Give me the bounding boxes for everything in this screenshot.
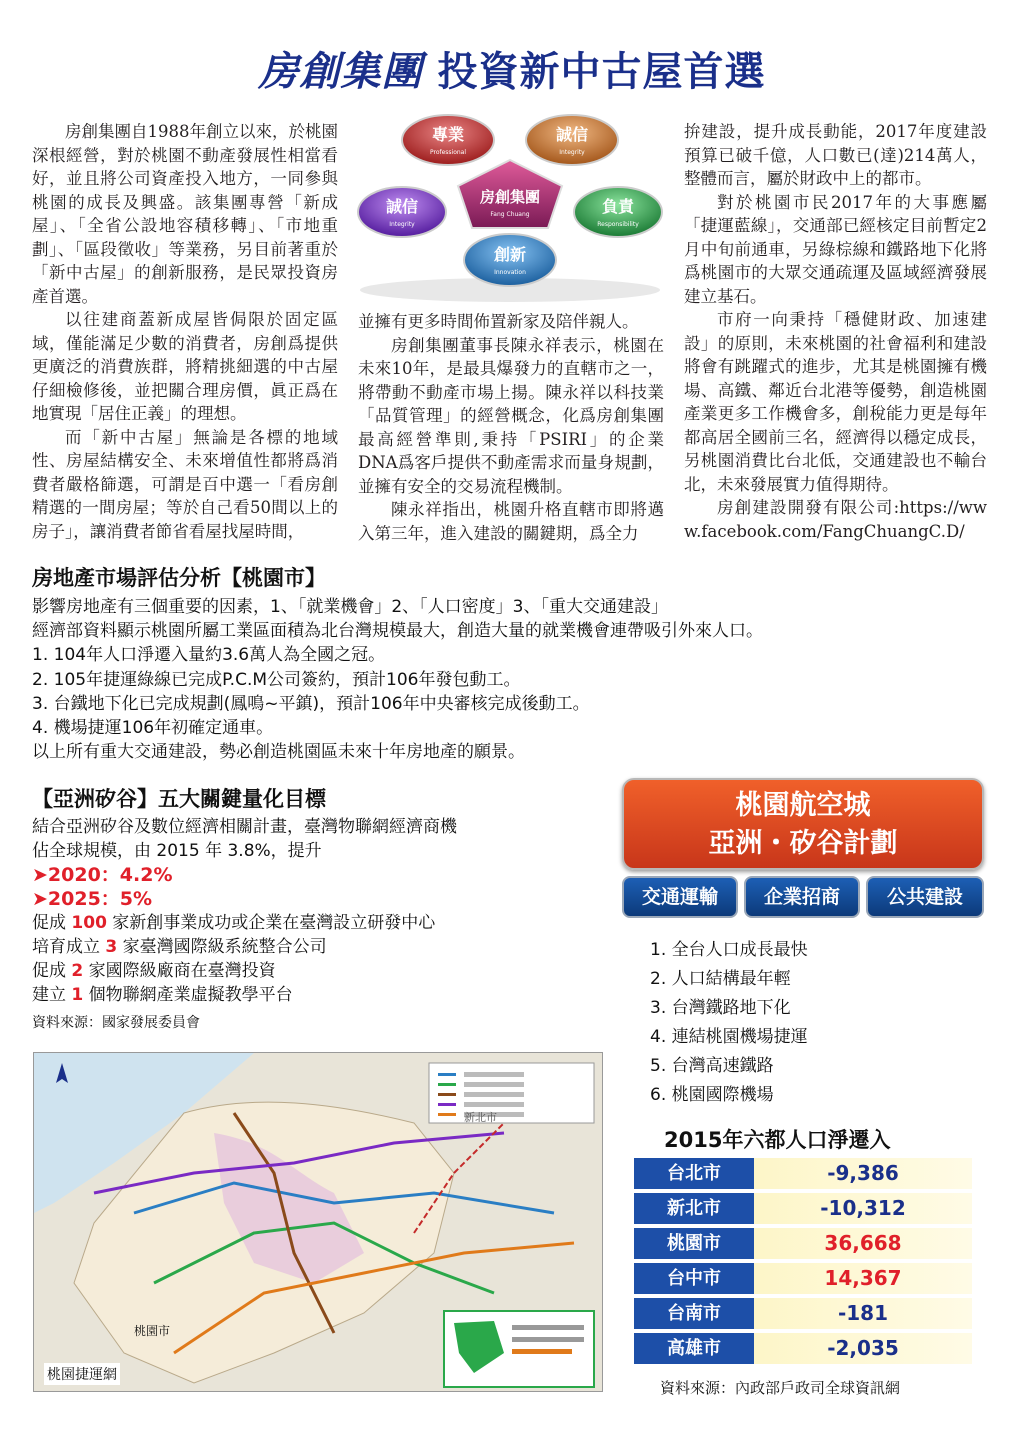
article-paragraph: 房創集團董事長陳永祥表示，桃園在未來10年，是最具爆發力的直轄市之一，將帶動不動產市場上揚。陳永祥以科技業「品質管理」的經營概念，化爲房創集團最高經營準則,秉持「PSIRI」的企業DNA爲客戶提供不動產需求而量身規劃，並擁有安全的交易流程機制。	[358, 335, 664, 496]
center-label: 房創集團	[479, 188, 541, 206]
article-paragraph: 而「新中古屋」無論是各標的地域性、房屋結構安全、未來增值性都將爲消費者嚴格篩選，可謂是百中選一「看房創精選的一間房屋；等於自己看50間以上的房子」，讓消費者節省看屋找屋時間，	[32, 427, 338, 541]
population-value: 36,668	[754, 1228, 972, 1259]
feature-item: 1. 全台人口成長最快	[650, 940, 808, 960]
goal-number: 3	[105, 937, 118, 957]
population-city: 桃園市	[634, 1228, 754, 1259]
population-source: 資料來源：內政部戶政司全球資訊網	[660, 1379, 901, 1397]
population-city: 高雄市	[634, 1333, 754, 1364]
target-2025: ➤2025：5%	[32, 888, 153, 910]
market-line: 4. 機場捷運106年初確定通車。	[32, 718, 274, 739]
node-label: 負責	[601, 197, 635, 216]
population-city: 台南市	[634, 1298, 754, 1329]
silicon-source: 資料來源：國家發展委員會	[32, 1015, 200, 1031]
article-paragraph: 對於桃園市民2017年的大事應屬「捷運藍線」，交通部已經核定目前暫定2月中旬前通車，另綠棕線和鐵路地下化將爲桃園市的大眾交通疏運及區域經濟發展建立基石。	[684, 192, 987, 306]
map-drawing	[34, 1053, 603, 1392]
population-value: -2,035	[754, 1333, 972, 1364]
pill-transport: 交通運輸	[622, 876, 738, 918]
population-row	[634, 1158, 972, 1189]
population-city: 新北市	[634, 1193, 754, 1224]
feature-item: 5. 台灣高速鐵路	[650, 1056, 774, 1076]
silicon-valley-section	[32, 783, 612, 1033]
node-integrity-left	[358, 187, 446, 237]
map-caption: 桃園捷運網	[44, 1363, 120, 1385]
market-line: 經濟部資料顯示桃園所屬工業區面積為北台灣規模最大，創造大量的就業機會連帶吸引外來人口。	[32, 621, 763, 642]
goal-number: 1	[71, 985, 84, 1005]
market-line: 1. 104年人口淨遷入量約3.6萬人為全國之冠。	[32, 645, 386, 666]
feature-item: 6. 桃園國際機場	[650, 1085, 774, 1105]
market-line: 影響房地產有三個重要的因素，1、「就業機會」2、「人口密度」3、「重大交通建設」	[32, 597, 668, 617]
article-column-2	[358, 310, 664, 545]
goal-line: 培育成立 3 家臺灣國際級系統整合公司	[32, 937, 327, 957]
values-diagram	[350, 110, 670, 305]
node-sublabel: Integrity	[559, 149, 585, 156]
page-title	[0, 40, 1024, 97]
population-city: 台中市	[634, 1263, 754, 1294]
population-row	[634, 1333, 972, 1364]
population-row	[634, 1228, 972, 1259]
title-brand: 房創集團	[258, 49, 423, 95]
feature-item: 4. 連結桃園機場捷運	[650, 1027, 808, 1047]
company-link-text: 房創建設開發有限公司:https://www.facebook.com/FangChuangC.D/	[684, 498, 987, 541]
population-row	[634, 1263, 972, 1294]
node-sublabel: Integrity	[389, 221, 415, 228]
article-paragraph: 拚建設，提升成長動能，2017年度建設預算已破千億，人口數已(達)214萬人，整體而言，屬於財政中上的都市。	[684, 122, 987, 188]
article-paragraph: 房創集團自1988年創立以來，於桃園深根經營，對於桃園不動產發展性相當看好，並且將公司資產投入地方，一同參與桃園的成長及興盛。該集團專營「新成屋」、「全省公設地容積移轉」、「市地重劃」、「區段徵收」等業務，另目前著重於「新中古屋」的創新服務，是民眾投資房產首選。	[32, 122, 338, 306]
center-sublabel: Fang Chuang	[490, 211, 530, 218]
center-pentagon	[458, 160, 562, 228]
goal-number: 2	[71, 961, 84, 981]
node-label: 創新	[493, 245, 527, 264]
market-line: 3. 台鐵地下化已完成規劃(鳳鳴~平鎮)，預計106年中央審核完成後動工。	[32, 693, 590, 714]
target-2020: ➤2020：4.2%	[32, 864, 173, 886]
pill-investment: 企業招商	[744, 876, 860, 918]
node-professional	[402, 115, 494, 165]
population-row	[634, 1298, 972, 1329]
population-value: 14,367	[754, 1263, 972, 1294]
population-value: -10,312	[754, 1193, 972, 1224]
population-title: 2015年六都人口淨遷入	[664, 1128, 891, 1152]
market-heading: 房地產市場評估分析【桃園市】	[32, 566, 326, 590]
goal-line: 建立 1 個物聯網產業虛擬教學平台	[32, 985, 293, 1005]
population-value: -181	[754, 1298, 972, 1329]
market-analysis-section	[32, 562, 992, 764]
article-paragraph: 以往建商蓋新成屋皆侷限於固定區域，僅能滿足少數的消費者，房創爲提供更廣泛的消費族群，將精挑細選的中古屋仔細檢修後，並把關合理房價，眞正爲在地實現「居住正義」的理想。	[32, 310, 338, 423]
banner-line-2: 亞洲・矽谷計劃	[708, 828, 898, 859]
map-region-label: 新北市	[464, 1111, 497, 1124]
feature-item: 2. 人口結構最年輕	[650, 969, 791, 989]
goal-number: 100	[71, 913, 107, 933]
node-innovation	[464, 234, 556, 286]
silicon-intro: 佔全球規模，由 2015 年 3.8%，提升	[32, 841, 322, 861]
population-value: -9,386	[754, 1158, 972, 1189]
silicon-intro: 結合亞洲矽谷及數位經濟相關計畫，臺灣物聯網經濟商機	[32, 817, 457, 837]
pill-public-works: 公共建設	[866, 876, 984, 918]
node-label: 專業	[431, 125, 465, 144]
population-row	[634, 1193, 972, 1224]
node-sublabel: Innovation	[494, 269, 526, 276]
market-line: 2. 105年捷運綠線已完成P.C.M公司簽約，預計106年發包動工。	[32, 669, 521, 690]
node-sublabel: Responsibility	[597, 221, 639, 228]
goal-line: 促成 100 家新創事業成功或企業在臺灣設立研發中心	[32, 913, 436, 933]
banner-line-1: 桃園航空城	[735, 790, 871, 821]
article-paragraph: 市府一向秉持「穩健財政、加速建設」的原則，未來桃園的社會福利和建設將會有跳躍式的進步，尤其是桃園擁有機場、高鐵、鄰近台北港等優勢，創造桃園產業更多工作機會多，創稅能力更是每年都高居全國前三名，經濟得以穩定成長，另桃園消費比台北低，交通建設也不輸台北，未來發展實力值得期待。	[684, 310, 987, 494]
article-column-1	[32, 120, 338, 543]
article-paragraph: 並擁有更多時間佈置新家及陪伴親人。	[358, 312, 639, 331]
title-headline: 投資新中古屋首選	[437, 49, 766, 95]
node-responsibility	[574, 187, 662, 237]
feature-item: 3. 台灣鐵路地下化	[650, 998, 791, 1018]
airport-city-banner	[622, 778, 984, 870]
silicon-heading: 【亞洲矽谷】五大關鍵量化目標	[32, 787, 326, 811]
map-city-label: 桃園市	[134, 1324, 171, 1338]
node-sublabel: Professional	[429, 149, 467, 156]
node-integrity-top	[526, 115, 618, 165]
article-column-3	[684, 120, 987, 543]
goal-line: 促成 2 家國際級廠商在臺灣投資	[32, 961, 276, 981]
metro-map	[33, 1052, 603, 1392]
article-paragraph: 陳永祥指出，桃園升格直轄市即將邁入第三年，進入建設的關鍵期，爲全力	[358, 500, 664, 543]
market-line: 以上所有重大交通建設，勢必創造桃園區未來十年房地產的願景。	[32, 742, 525, 763]
feature-list	[650, 936, 808, 1110]
node-label: 誠信	[385, 197, 419, 216]
population-city: 台北市	[634, 1158, 754, 1189]
node-label: 誠信	[555, 125, 589, 144]
